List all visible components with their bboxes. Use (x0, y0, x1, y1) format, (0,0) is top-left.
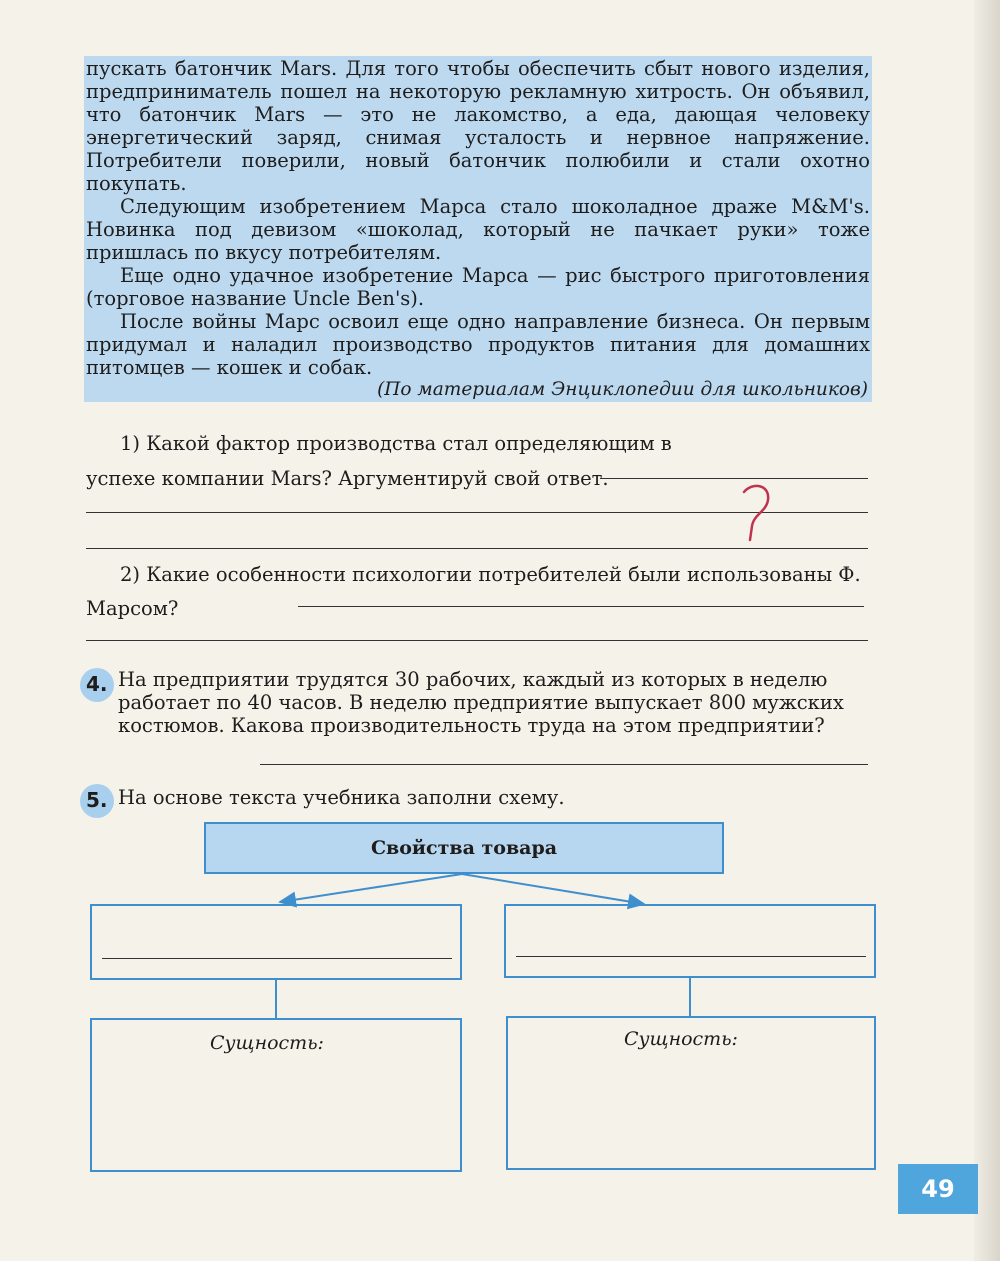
property-line-left[interactable] (102, 958, 452, 959)
page-number: 49 (898, 1164, 978, 1214)
source-citation: (По материалам Энциклопедии для школьников) (377, 379, 868, 400)
arrow-left (280, 874, 462, 902)
task-4-number: 4. (86, 672, 108, 696)
scheme-title: Свойства товара (370, 837, 558, 859)
question-2: 2) Какие особенности психологии потребителей были использованы Ф. Марсом? (86, 563, 861, 620)
task-4-text: На предприятии трудятся 30 рабочих, каждый из которых в неделю работает по 40 часов. В неделю предприятие выпускает 800 мужских костюмов. Какова производительность труда на этом предприятии? (118, 668, 844, 737)
paragraph-3: Еще одно удачное изобретение Марса — рис быстрого приготовления (торговое название Uncle Ben's). (86, 264, 870, 310)
question-1: 1) Какой фактор производства стал определяющим в успехе компании Mars? Аргументируй свой ответ. (86, 432, 672, 490)
paragraph-1: пускать батончик Mars. Для того чтобы обеспечить сбыт нового изделия, предприниматель пошел на некоторую рекламную хитрость. Он объявил, что батончик Mars — это не лакомство, а еда, дающая человеку энергетический заряд, снимая усталость и нервное напряжение. Потребители поверили, новый батончик полюбили и стали охотно покупать. (86, 57, 870, 195)
essence-box-left[interactable] (90, 1018, 462, 1172)
handwritten-mark (730, 478, 780, 544)
essence-label-right: Сущность: (624, 1028, 738, 1050)
arrow-right (462, 874, 644, 904)
property-box-right[interactable] (504, 904, 876, 978)
property-box-left[interactable] (90, 904, 462, 980)
task-5-text: На основе текста учебника заполни схему. (118, 786, 565, 809)
paragraph-4: После войны Марс освоил еще одно направление бизнеса. Он первым придумал и наладил производство продуктов питания для домашних питомцев — кошек и собак. (86, 310, 870, 379)
essence-label-left: Сущность: (210, 1032, 324, 1054)
task-5-number: 5. (86, 788, 108, 812)
essence-box-right[interactable] (506, 1016, 876, 1170)
property-line-right[interactable] (516, 956, 866, 957)
paragraph-2: Следующим изобретением Марса стало шоколадное драже M&M's. Новинка под девизом «шоколад, который не пачкает руки» тоже пришлась по вкусу потребителям. (86, 195, 870, 264)
